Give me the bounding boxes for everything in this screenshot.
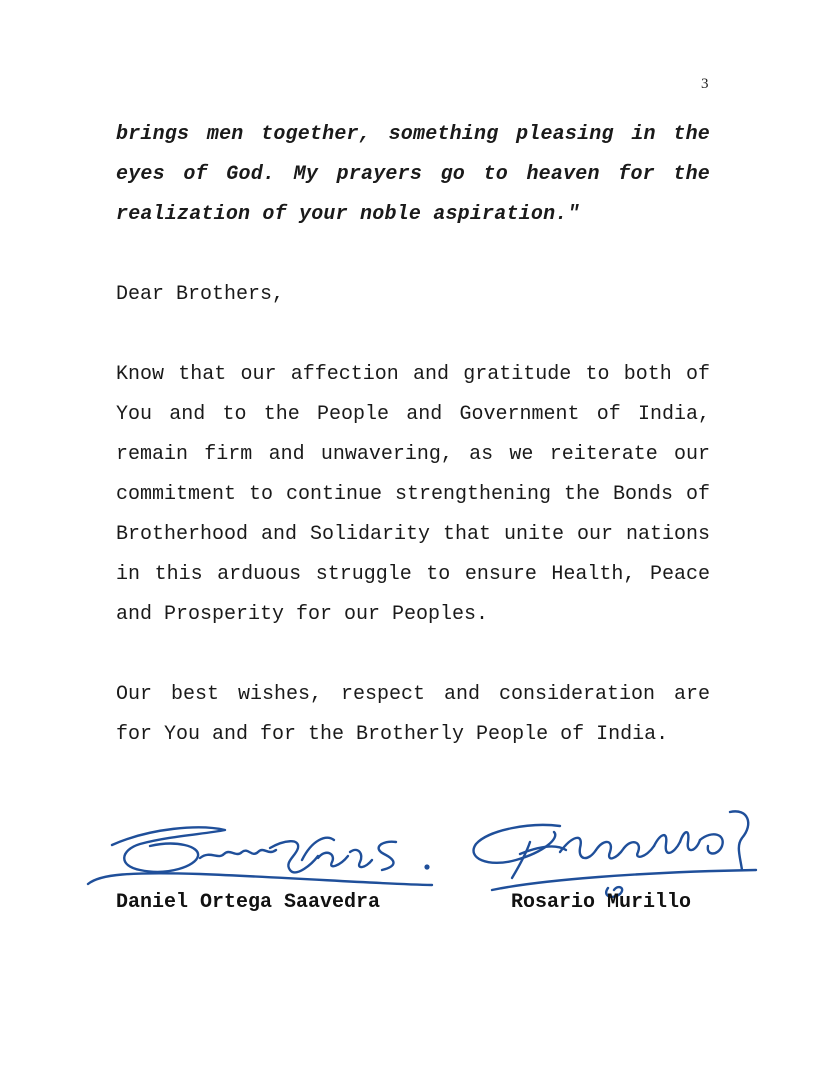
signature-rosario-murillo — [474, 811, 756, 897]
signatory-name-daniel: Daniel Ortega Saavedra — [116, 891, 381, 914]
page-number: 3 — [701, 76, 709, 92]
signature-block — [0, 800, 825, 930]
signature-daniel-ortega — [88, 827, 432, 885]
signatures-graphic — [0, 800, 825, 900]
quote-text: brings men together, something pleasing in the eyes of God. My prayers go to heaven for the realization of your noble aspiration." — [116, 123, 710, 226]
signatory-name-rosario: Rosario Murillo — [511, 891, 692, 914]
paragraph-wishes: Our best wishes, respect and consideration are for You and for the Brotherly People of India. — [116, 683, 710, 746]
paragraph-affection: Know that our affection and gratitude to both of You and to the People and Government of India, remain firm and unwavering, as we reiterate our commitment to continue strengthening the Bonds of Brotherhood and Solidarity that unite our nations in this arduous struggle to ensure Health, Peace and Prosperity for our Peoples. — [116, 363, 710, 626]
letter-body — [116, 115, 710, 795]
salutation: Dear Brothers, — [116, 283, 285, 306]
